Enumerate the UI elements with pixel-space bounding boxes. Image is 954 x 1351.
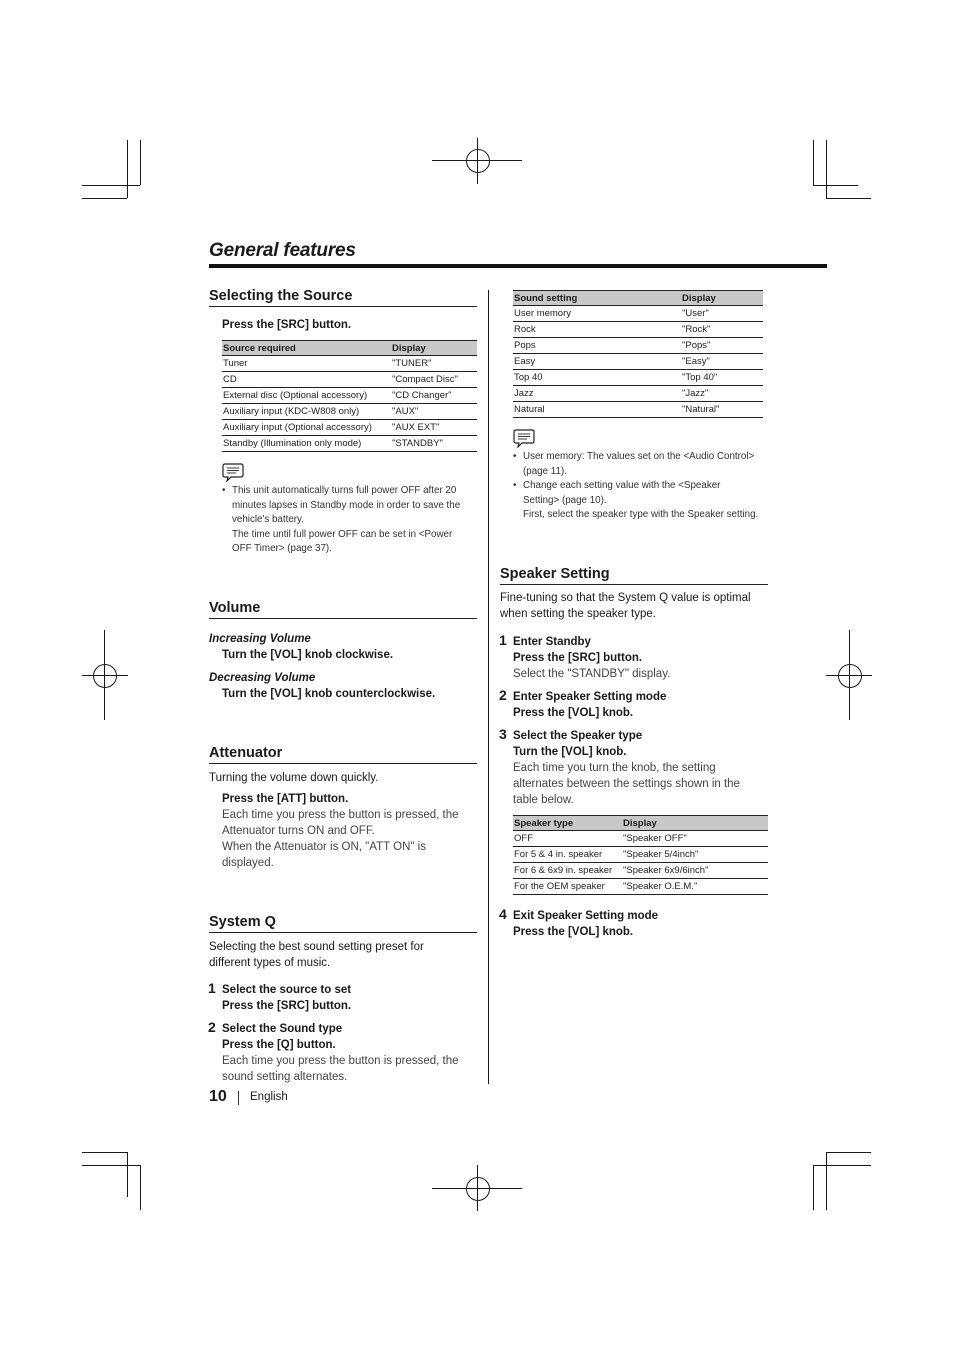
table-cell: Rock [513, 322, 681, 338]
table-cell: "Speaker OFF" [622, 831, 768, 847]
note-icon [222, 462, 244, 482]
attenuator-desc-line: When the Attenuator is ON, "ATT ON" is [222, 841, 426, 853]
table-row [513, 370, 763, 386]
table-cell: "STANDBY" [391, 436, 477, 452]
note-line: User memory: The values set on the <Audio Control> [523, 451, 755, 462]
sound-note-2: • Change each setting value with the <Speaker Setting> (page 10). First, select the speaker type with the Speaker setting. [513, 479, 773, 523]
table-row [513, 831, 768, 847]
table-row [222, 420, 477, 436]
table-header-row [222, 341, 477, 356]
table-cell: "Pops" [681, 338, 763, 354]
step-number: 1 [208, 980, 216, 996]
step-action: Press the [SRC] button. [513, 652, 643, 664]
table-cell: OFF [513, 831, 622, 847]
table-cell: Auxiliary input (KDC-W808 only) [222, 404, 391, 420]
source-table [222, 340, 477, 452]
speaker-type-table [513, 815, 768, 895]
speaker-intro-line: when setting the speaker type. [500, 608, 656, 620]
step-desc-line: Select the "STANDBY" display. [513, 668, 671, 680]
increasing-volume-text: Turn the [VOL] knob clockwise. [222, 649, 394, 661]
table-row [222, 388, 477, 404]
step-title: Enter Standby [513, 636, 591, 648]
table-cell: "Speaker 5/4inch" [622, 847, 768, 863]
table-row [513, 354, 763, 370]
table-cell: "Rock" [681, 322, 763, 338]
table-cell: "Top 40" [681, 370, 763, 386]
note-line: (page 11). [523, 465, 567, 477]
table-row [513, 402, 763, 418]
table-header: Display [391, 341, 477, 356]
note-line: Change each setting value with the <Speaker [523, 480, 721, 491]
table-cell: "CD Changer" [391, 388, 477, 404]
table-cell: "AUX EXT" [391, 420, 477, 436]
note-line: Setting> (page 10). [523, 494, 607, 506]
section-heading-attenuator: Attenuator [209, 745, 477, 764]
step-number: 2 [499, 687, 507, 703]
table-cell: "Natural" [681, 402, 763, 418]
step-desc-line: sound setting alternates. [222, 1071, 348, 1083]
table-cell: "Compact Disc" [391, 372, 477, 388]
table-row [222, 404, 477, 420]
table-cell: "Speaker 6x9/6inch" [622, 863, 768, 879]
step-title: Select the Speaker type [513, 730, 643, 742]
table-cell: For 5 & 4 in. speaker [513, 847, 622, 863]
sound-note-1: • User memory: The values set on the <Audio Control> (page 11). [513, 450, 773, 479]
page-number: 10 [209, 1088, 227, 1105]
note-line: OFF Timer> (page 37). [232, 543, 332, 554]
table-row [513, 386, 763, 402]
attenuator-intro: Turning the volume down quickly. [209, 772, 379, 784]
table-row [222, 356, 477, 372]
step-action: Press the [SRC] button. [222, 1000, 352, 1012]
speaker-intro-line: Fine-tuning so that the System Q value is optimal [500, 592, 751, 604]
standby-note: • This unit automatically turns full power OFF after 20 minutes lapses in Standby mode in order to save the vehicle's battery. The time until full power OFF can be set in <Power OFF Timer> (page 37). [222, 484, 482, 557]
table-row [513, 322, 763, 338]
table-cell: Pops [513, 338, 681, 354]
table-header: Speaker type [513, 816, 622, 831]
note-icon [513, 428, 535, 448]
step-action: Turn the [VOL] knob. [513, 746, 627, 758]
step-title: Exit Speaker Setting mode [513, 910, 659, 922]
note-line: First, select the speaker type with the Speaker setting. [523, 509, 759, 520]
table-cell: "User" [681, 306, 763, 322]
table-cell: For 6 & 6x9 in. speaker [513, 863, 622, 879]
table-header: Display [681, 291, 763, 306]
table-cell: "Easy" [681, 354, 763, 370]
table-cell: Easy [513, 354, 681, 370]
system-q-intro-line: different types of music. [209, 957, 331, 969]
step-desc-line: alternates between the settings shown in the [513, 778, 740, 790]
step-title: Select the Sound type [222, 1023, 343, 1035]
section-heading-system-q: System Q [209, 914, 477, 933]
step-number: 3 [499, 726, 507, 742]
table-cell: "AUX" [391, 404, 477, 420]
decreasing-volume-text: Turn the [VOL] knob counterclockwise. [222, 688, 436, 700]
step-desc-line: table below. [513, 794, 574, 806]
table-cell: Standby (Illumination only mode) [222, 436, 391, 452]
note-line: vehicle's battery. [232, 514, 304, 525]
note-line: minutes lapses in Standby mode in order to save the [232, 499, 461, 511]
note-line: This unit automatically turns full power OFF after 20 [232, 485, 457, 496]
title-rule [209, 264, 827, 268]
table-cell: Jazz [513, 386, 681, 402]
note-line: The time until full power OFF can be set in <Power [232, 528, 453, 540]
table-row [513, 847, 768, 863]
step-title: Select the source to set [222, 984, 352, 996]
table-cell: Tuner [222, 356, 391, 372]
table-row [513, 338, 763, 354]
system-q-intro-line: Selecting the best sound setting preset for [209, 941, 424, 953]
table-cell: CD [222, 372, 391, 388]
step-action: Press the [VOL] knob. [513, 926, 634, 938]
table-header: Source required [222, 341, 391, 356]
step-number: 4 [499, 906, 507, 922]
table-cell: "Speaker O.E.M." [622, 879, 768, 895]
table-header-row [513, 816, 768, 831]
source-instruction: Press the [SRC] button. [222, 319, 352, 331]
table-cell: External disc (Optional accessory) [222, 388, 391, 404]
page-title: General features [209, 240, 356, 261]
table-row [513, 879, 768, 895]
attenuator-instruction: Press the [ATT] button. [222, 793, 349, 805]
step-number: 2 [208, 1019, 216, 1035]
table-cell: Auxiliary input (Optional accessory) [222, 420, 391, 436]
footer-language: English [250, 1091, 288, 1103]
section-heading-selecting-source: Selecting the Source [209, 288, 477, 307]
table-cell: "TUNER" [391, 356, 477, 372]
table-header: Display [622, 816, 768, 831]
step-title: Enter Speaker Setting mode [513, 691, 667, 703]
attenuator-desc-line: displayed. [222, 857, 274, 869]
table-cell: Top 40 [513, 370, 681, 386]
sound-setting-table [513, 290, 763, 418]
table-cell: "Jazz" [681, 386, 763, 402]
step-action: Press the [VOL] knob. [513, 707, 634, 719]
footer-divider [238, 1091, 239, 1105]
step-desc-line: Each time you turn the knob, the setting [513, 762, 716, 774]
table-header: Sound setting [513, 291, 681, 306]
table-row [513, 306, 763, 322]
step-desc-line: Each time you press the button is pressed, the [222, 1055, 459, 1067]
table-cell: User memory [513, 306, 681, 322]
step-number: 1 [499, 632, 507, 648]
table-cell: Natural [513, 402, 681, 418]
attenuator-desc-line: Attenuator turns ON and OFF. [222, 825, 375, 837]
column-divider [488, 290, 489, 1084]
section-heading-volume: Volume [209, 600, 477, 619]
attenuator-desc-line: Each time you press the button is pressed, the [222, 809, 459, 821]
decreasing-volume-label: Decreasing Volume [209, 672, 316, 684]
section-heading-speaker-setting: Speaker Setting [500, 566, 768, 585]
table-cell: For the OEM speaker [513, 879, 622, 895]
table-header-row [513, 291, 763, 306]
increasing-volume-label: Increasing Volume [209, 633, 311, 645]
step-action: Press the [Q] button. [222, 1039, 336, 1051]
table-row [222, 372, 477, 388]
table-row [513, 863, 768, 879]
table-row [222, 436, 477, 452]
